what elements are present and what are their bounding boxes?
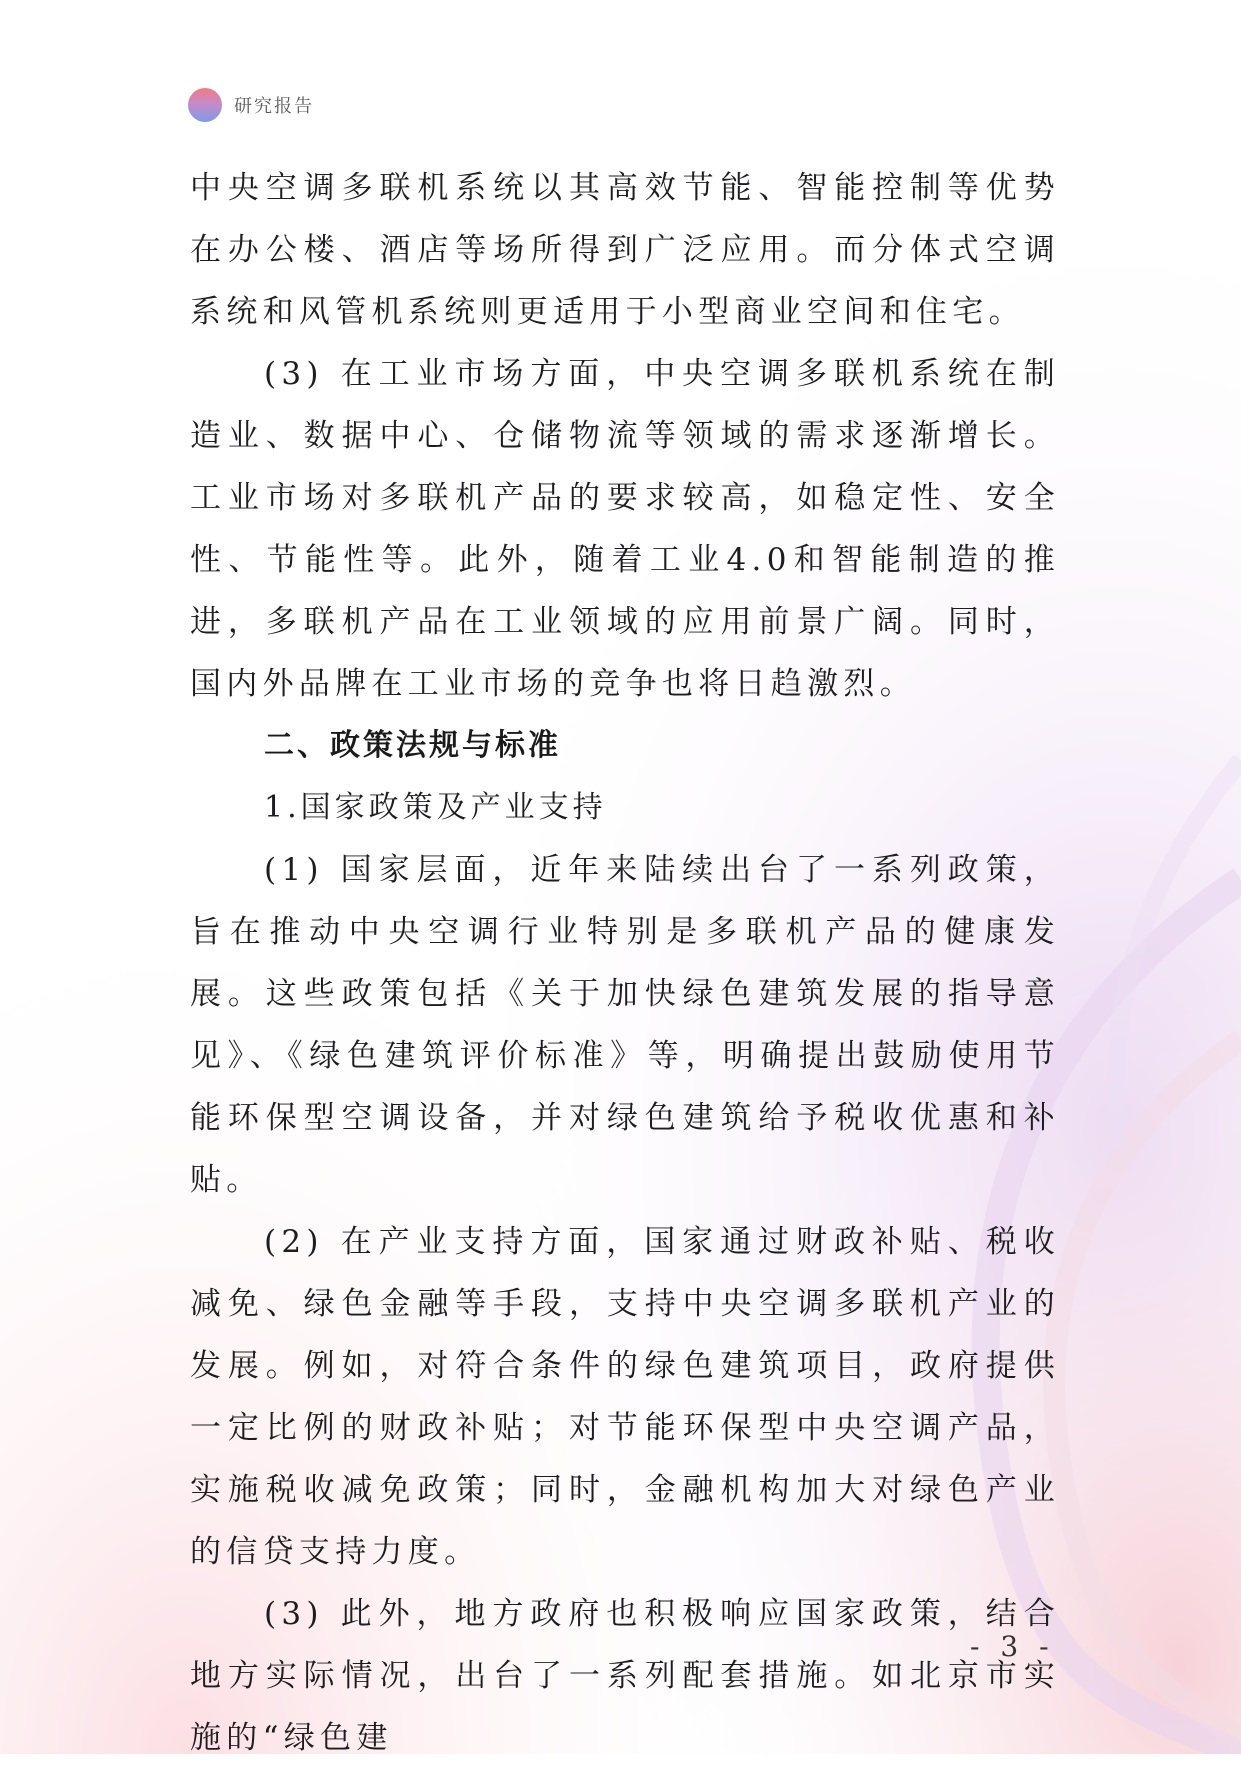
- page-number: - 3 -: [970, 1630, 1055, 1663]
- report-logo-icon: [188, 88, 222, 122]
- paragraph-industrial-market: (3) 在工业市场方面，中央空调多联机系统在制造业、数据中心、仓储物流等领域的需求逐渐增长。工业市场对多联机产品的要求较高，如稳定性、安全性、节能性等。此外，随着工业4.0和智能制造的推进，多联机产品在工业领域的应用前景广阔。同时，国内外品牌在工业市场的竞争也将日趋激烈。: [190, 356, 1060, 702]
- subsection-heading: 1.国家政策及产业支持: [264, 790, 607, 825]
- section-heading: 二、政策法规与标准: [264, 728, 561, 763]
- header-label: 研究报告: [234, 96, 314, 117]
- paragraph-continued: 中央空调多联机系统以其高效节能、智能控制等优势在办公楼、酒店等场所得到广泛应用。而分体式空调系统和风管机系统则更适用于小型商业空间和住宅。: [190, 170, 1060, 330]
- document-body: [190, 157, 1060, 1769]
- paragraph-policy-1: (1) 国家层面，近年来陆续出台了一系列政策，旨在推动中央空调行业特别是多联机产品的健康发展。这些政策包括《关于加快绿色建筑发展的指导意见》、《绿色建筑评价标准》等，明确提出鼓励使用节能环保型空调设备，并对绿色建筑给予税收优惠和补贴。: [190, 852, 1060, 1198]
- paragraph-policy-2: (2) 在产业支持方面，国家通过财政补贴、税收减免、绿色金融等手段，支持中央空调多联机产业的发展。例如，对符合条件的绿色建筑项目，政府提供一定比例的财政补贴；对节能环保型中央空调产品，实施税收减免政策；同时，金融机构加大对绿色产业的信贷支持力度。: [190, 1224, 1060, 1570]
- page-header: [188, 88, 314, 122]
- paragraph-policy-3: (3) 此外，地方政府也积极响应国家政策，结合地方实际情况，出台了一系列配套措施。如北京市实施的“绿色建: [190, 1596, 1060, 1756]
